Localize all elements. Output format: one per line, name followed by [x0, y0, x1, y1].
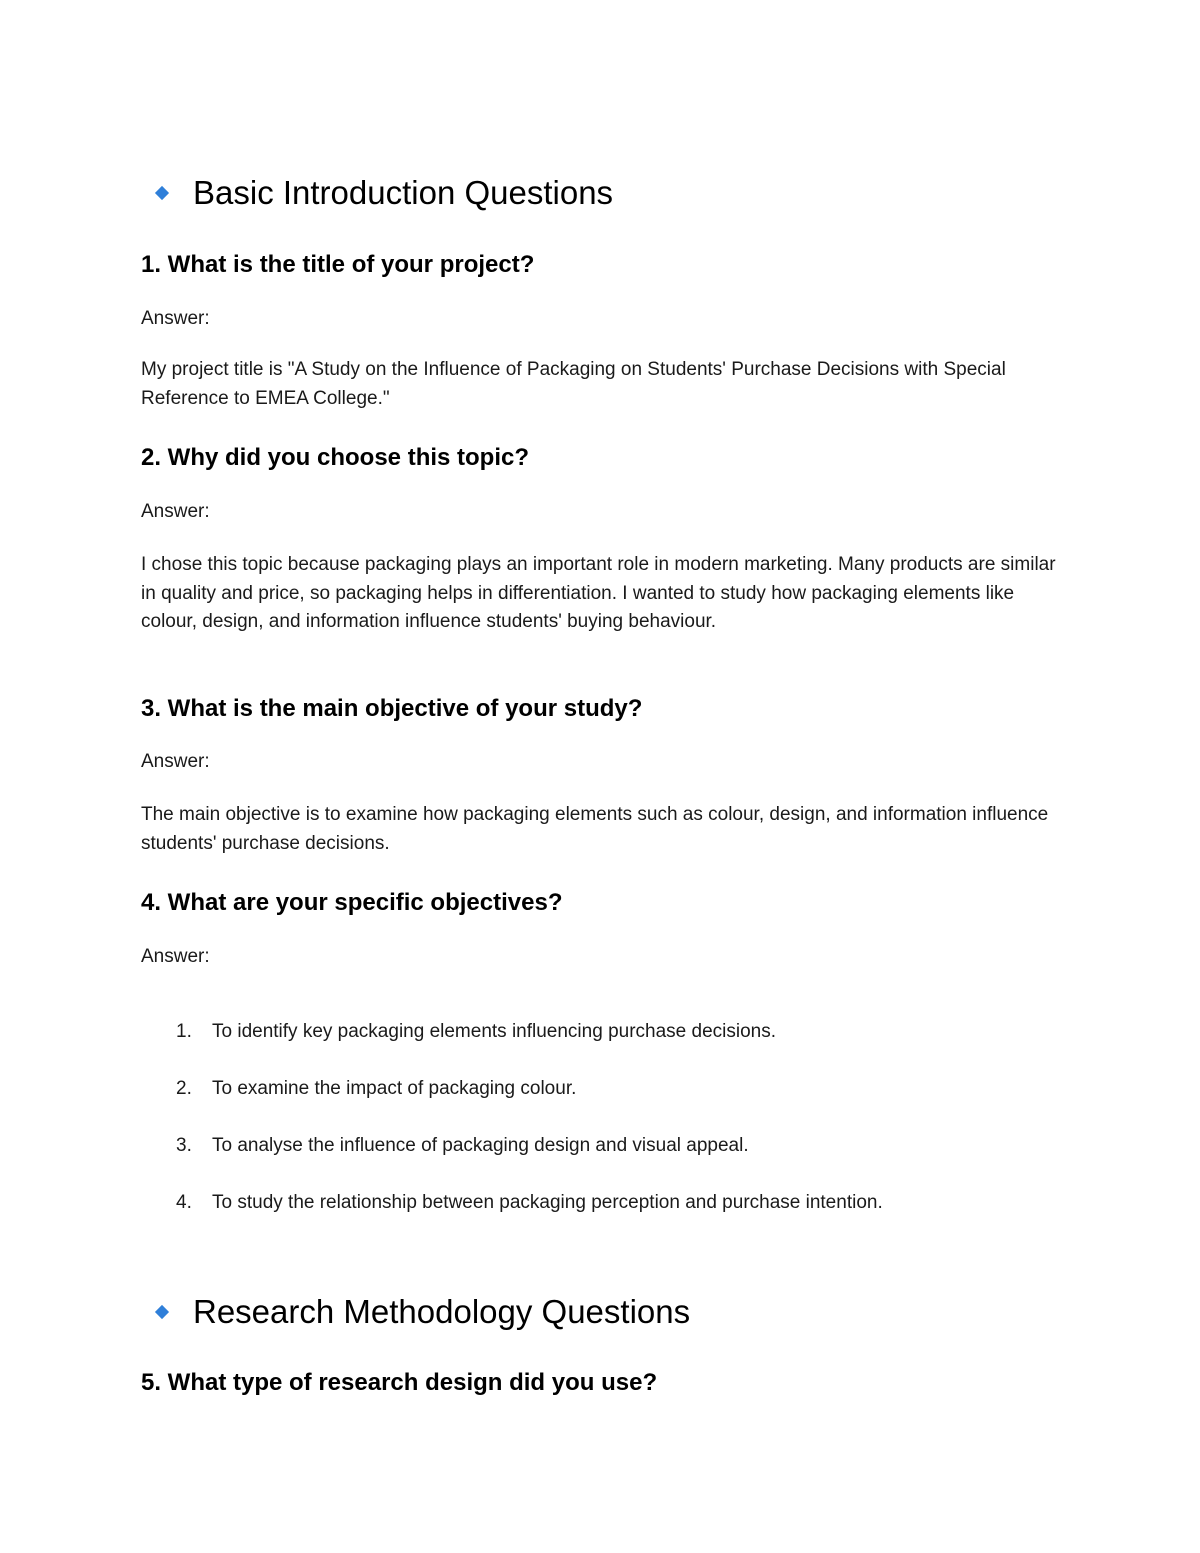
- list-text: To analyse the influence of packaging design and visual appeal.: [212, 1135, 749, 1156]
- section-heading-text: Research Methodology Questions: [193, 1293, 691, 1330]
- question-3: 3. What is the main objective of your study?: [141, 695, 643, 722]
- answer-label-3: Answer:: [141, 751, 210, 772]
- list-text: To identify key packaging elements influencing purchase decisions.: [212, 1021, 776, 1042]
- question-5: 5. What type of research design did you use?: [141, 1369, 658, 1396]
- section-heading-basic-introduction: [153, 174, 613, 212]
- diamond-bullet-icon: [155, 1305, 169, 1319]
- answer-1: My project title is "A Study on the Influence of Packaging on Students' Purchase Decisions with Special Reference to EMEA College.": [141, 359, 1006, 409]
- question-2: 2. Why did you choose this topic?: [141, 444, 530, 471]
- section-heading-text: Basic Introduction Questions: [193, 174, 614, 211]
- objective-list-item: [176, 1078, 576, 1100]
- answer-2: I chose this topic because packaging plays an important role in modern marketing. Many products are similar in quality and price, so packaging helps in differentiation. I wanted to study how packaging elements like colour, design, and information influence students' buying behaviour.: [141, 554, 1056, 632]
- list-number: 3.: [176, 1135, 192, 1156]
- answer-label-4: Answer:: [141, 946, 210, 967]
- diamond-bullet-icon: [155, 186, 169, 200]
- answer-label-2: Answer:: [141, 501, 210, 522]
- section-heading-research-methodology: [153, 1293, 690, 1331]
- list-text: To study the relationship between packaging perception and purchase intention.: [212, 1192, 883, 1213]
- list-number: 4.: [176, 1192, 192, 1213]
- list-number: 1.: [176, 1021, 192, 1042]
- objective-list-item: [176, 1021, 776, 1043]
- objective-list-item: [176, 1192, 883, 1214]
- list-number: 2.: [176, 1078, 192, 1099]
- question-4: 4. What are your specific objectives?: [141, 889, 563, 916]
- list-text: To examine the impact of packaging colour.: [212, 1078, 577, 1099]
- answer-3: The main objective is to examine how packaging elements such as colour, design, and information influence students' purchase decisions.: [141, 804, 1049, 854]
- question-1: 1. What is the title of your project?: [141, 251, 535, 278]
- answer-label-1: Answer:: [141, 308, 210, 329]
- objective-list-item: [176, 1135, 749, 1157]
